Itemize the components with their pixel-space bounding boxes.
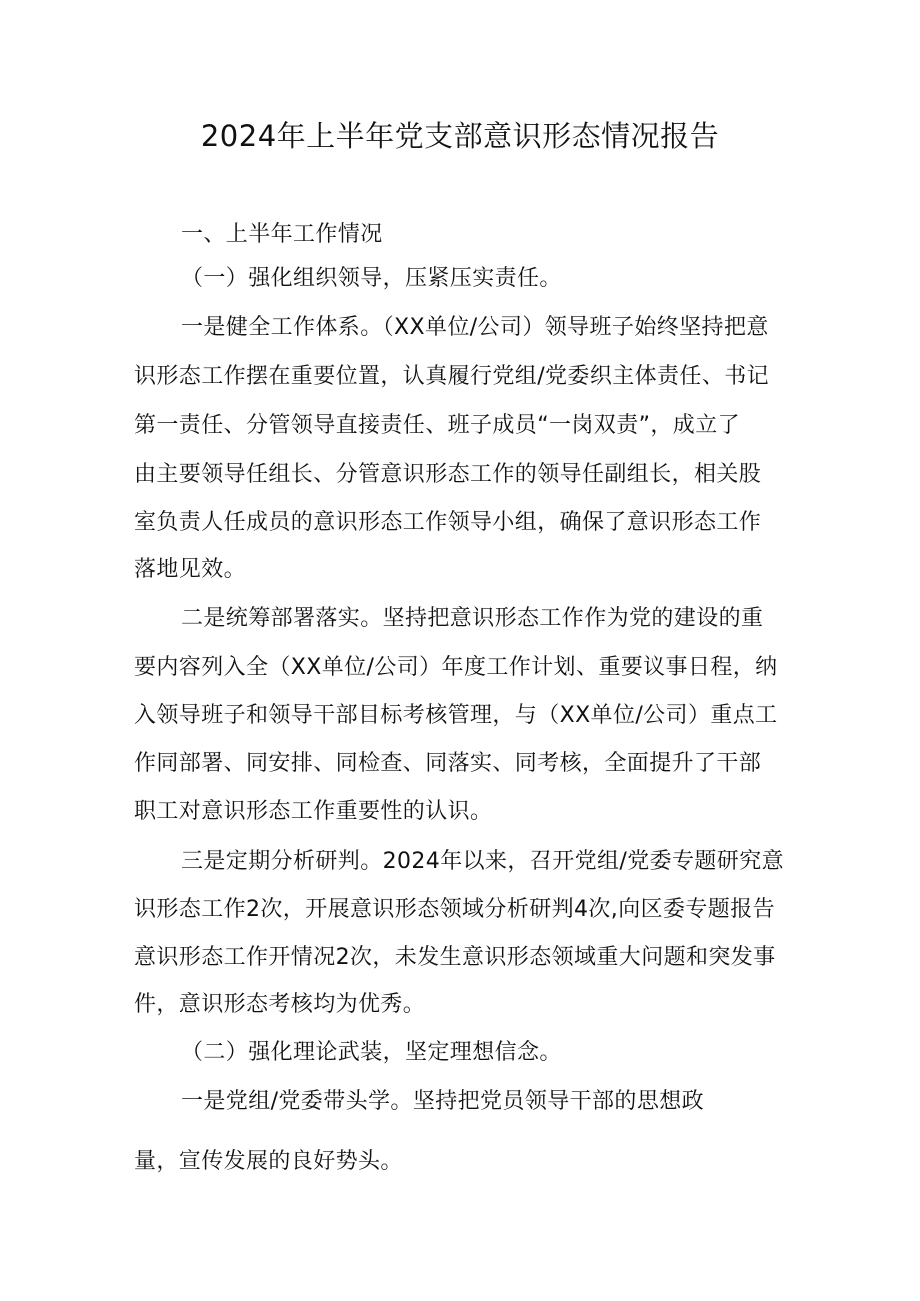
section-heading: 一、上半年工作情况 xyxy=(181,222,383,247)
paragraph-line: 落地见效。 xyxy=(134,557,247,582)
document-title: 2024年上半年党支部意识形态情况报告 xyxy=(200,119,720,153)
paragraph-line: 第一责任、分管领导直接责任、班子成员“一岗双责”，成立了 xyxy=(134,413,740,438)
paragraph-line: 一是党组/党委带头学。坚持把党员领导干部的思想政 xyxy=(181,1089,705,1114)
paragraph-line: 作同部署、同安排、同检查、同落实、同考核，全面提升了干部 xyxy=(134,751,762,776)
paragraph-line: 一是健全工作体系。（XX单位/公司）领导班子始终坚持把意 xyxy=(181,315,769,340)
subsection-heading: （一）强化组织领导，压紧压实责任。 xyxy=(181,266,562,291)
paragraph-line: 室负责人任成员的意识形态工作领导小组，确保了意识形态工作 xyxy=(134,510,762,535)
paragraph-line: 三是定期分析研判。2024年以来，召开党组/党委专题研究意 xyxy=(181,849,785,874)
paragraph-line: 职工对意识形态工作重要性的认识。 xyxy=(134,799,493,824)
paragraph-line: 二是统筹部署落实。坚持把意识形态工作作为党的建设的重 xyxy=(181,606,764,631)
paragraph-line: 意识形态工作开情况2次，未发生意识形态领域重大问题和突发事 xyxy=(134,945,776,970)
paragraph-line: 入领导班子和领导干部目标考核管理，与（XX单位/公司）重点工 xyxy=(134,703,778,728)
paragraph-line: 要内容列入全（XX单位/公司）年度工作计划、重要议事日程，纳 xyxy=(134,655,778,680)
paragraph-line: 识形态工作2次，开展意识形态领域分析研判4次,向区委专题报告 xyxy=(134,897,775,922)
paragraph-line: 件，意识形态考核均为优秀。 xyxy=(134,992,426,1017)
subsection-heading: （二）强化理论武装，坚定理想信念。 xyxy=(181,1040,562,1065)
paragraph-line: 量，宣传发展的良好势头。 xyxy=(134,1149,403,1174)
paragraph-line: 识形态工作摆在重要位置，认真履行党组/党委织主体责任、书记 xyxy=(134,364,770,389)
paragraph-line: 由主要领导任组长、分管意识形态工作的领导任副组长，相关股 xyxy=(134,462,762,487)
